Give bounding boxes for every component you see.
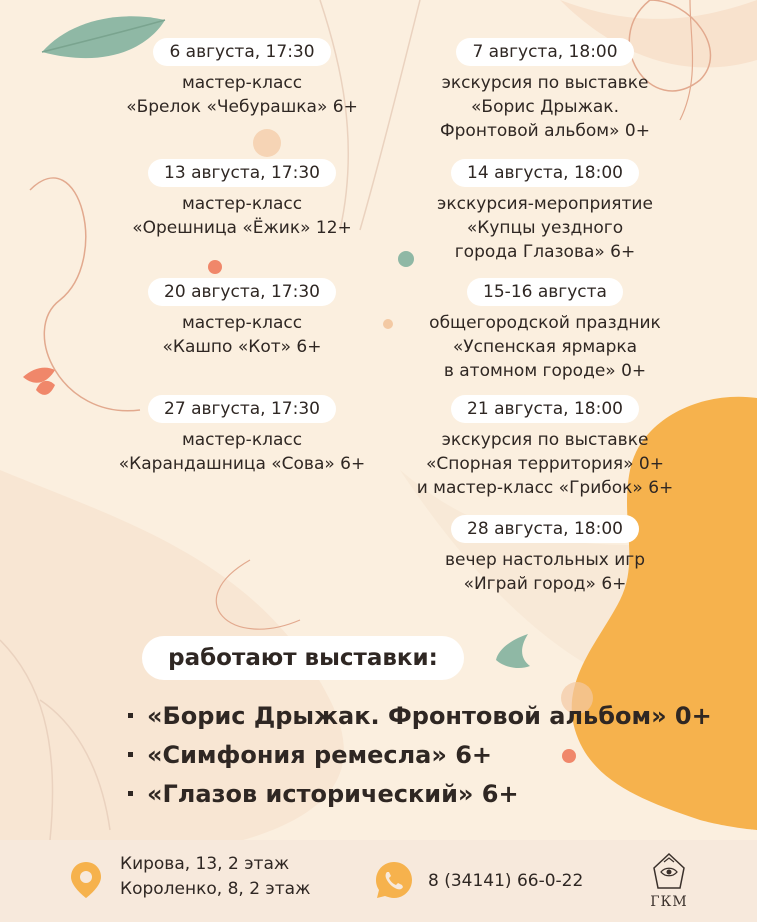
- address-line: Короленко, 8, 2 этаж: [120, 879, 311, 899]
- exhibition-title: «Симфония ремесла» 6+: [147, 741, 493, 769]
- event-date: 6 августа, 17:30: [153, 38, 330, 66]
- exhibition-title: «Глазов исторический» 6+: [147, 780, 519, 808]
- exhibitions-list: [128, 697, 712, 814]
- event-line: города Глазова» 6+: [454, 242, 636, 262]
- event-line: «Орешница «Ёжик» 12+: [132, 218, 352, 238]
- event-date: 27 августа, 17:30: [148, 395, 336, 423]
- bullet-icon: [128, 791, 133, 796]
- event-card: [72, 278, 412, 359]
- exhibitions-heading: работают выставки:: [142, 636, 464, 680]
- event-description: [72, 71, 412, 119]
- bullet-icon: [128, 752, 133, 757]
- event-line: экскурсия-мероприятие: [437, 194, 653, 214]
- museum-logo: [644, 850, 694, 912]
- location-pin-icon: [68, 860, 104, 900]
- event-date: 21 августа, 18:00: [451, 395, 639, 423]
- event-card: [375, 159, 715, 264]
- event-card: [375, 515, 715, 596]
- event-line: мастер-класс: [181, 194, 303, 214]
- event-line: мастер-класс: [181, 73, 303, 93]
- event-line: «Борис Дрыжак.: [471, 97, 619, 117]
- event-line: Фронтовой альбом» 0+: [440, 121, 650, 141]
- event-line: «Карандашница «Сова» 6+: [118, 454, 366, 474]
- whatsapp-phone-icon: [374, 860, 414, 900]
- footer: [0, 840, 757, 922]
- event-date: 28 августа, 18:00: [451, 515, 639, 543]
- event-card: [72, 395, 412, 476]
- event-description: [72, 192, 412, 240]
- phone-number: 8 (34141) 66-0-22: [428, 871, 584, 891]
- bullet-icon: [128, 713, 133, 718]
- event-line: «Успенская ярмарка: [452, 337, 638, 357]
- event-card: [72, 159, 412, 240]
- event-line: «Брелок «Чебурашка» 6+: [126, 97, 358, 117]
- exhibition-item: [128, 697, 712, 736]
- event-date: 14 августа, 18:00: [451, 159, 639, 187]
- event-description: [375, 192, 715, 264]
- event-date: 15-16 августа: [467, 278, 623, 306]
- event-date: 20 августа, 17:30: [148, 278, 336, 306]
- event-date: 13 августа, 17:30: [148, 159, 336, 187]
- event-line: мастер-класс: [181, 430, 303, 450]
- event-description: [375, 311, 715, 383]
- address-line: Кирова, 13, 2 этаж: [120, 854, 290, 874]
- exhibition-title: «Борис Дрыжак. Фронтовой альбом» 0+: [147, 702, 712, 730]
- event-line: «Купцы уездного: [466, 218, 624, 238]
- event-card: [72, 38, 412, 119]
- event-card: [375, 38, 715, 143]
- event-description: [375, 548, 715, 596]
- event-line: экскурсия по выставке: [441, 73, 649, 93]
- event-date: 7 августа, 18:00: [456, 38, 633, 66]
- event-line: вечер настольных игр: [444, 550, 645, 570]
- event-card: [375, 278, 715, 383]
- event-line: общегородской праздник: [429, 313, 661, 333]
- event-line: «Спорная территория» 0+: [426, 454, 664, 474]
- addresses: [120, 852, 310, 902]
- event-line: и мастер-класс «Грибок» 6+: [416, 478, 674, 498]
- event-line: «Кашпо «Кот» 6+: [162, 337, 322, 357]
- event-card: [375, 395, 715, 500]
- event-line: в атомном городе» 0+: [443, 361, 647, 381]
- event-description: [72, 311, 412, 359]
- event-line: экскурсия по выставке: [441, 430, 649, 450]
- logo-emblem-icon: [644, 850, 694, 894]
- event-line: «Играй город» 6+: [463, 574, 627, 594]
- event-line: мастер-класс: [181, 313, 303, 333]
- exhibition-item: [128, 736, 712, 775]
- event-description: [375, 428, 715, 500]
- exhibition-item: [128, 775, 712, 814]
- event-description: [72, 428, 412, 476]
- event-description: [375, 71, 715, 143]
- logo-text: ГКМ: [650, 894, 688, 910]
